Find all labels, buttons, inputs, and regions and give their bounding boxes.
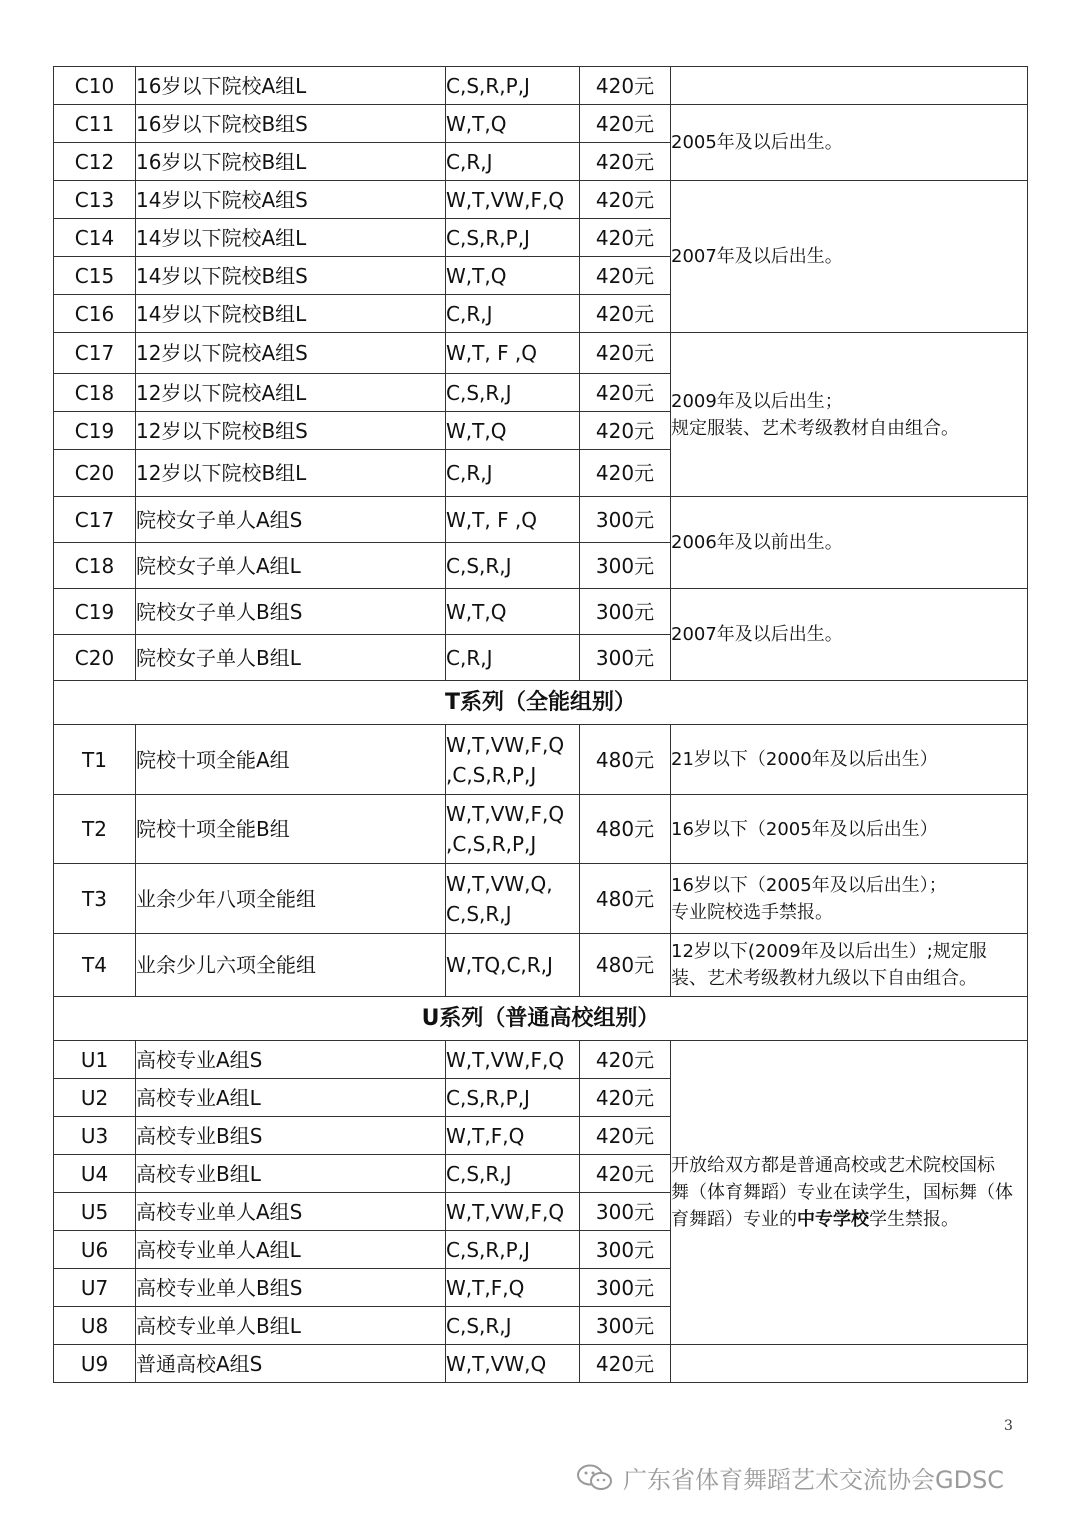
- event-code: T1: [54, 725, 136, 795]
- entry-fee: 420元: [580, 333, 671, 374]
- event-code: U6: [54, 1231, 136, 1269]
- event-name: 高校专业单人A组L: [136, 1231, 446, 1269]
- dance-list: W,T,F,Q: [446, 1269, 580, 1307]
- event-code: C18: [54, 543, 136, 589]
- dance-line: ,C,S,R,P,J: [446, 832, 537, 856]
- note-line: 16岁以下（2005年及以后出生）；: [671, 874, 947, 896]
- eligibility-note: [671, 795, 1028, 864]
- dance-list: W,T, F ,Q: [446, 497, 580, 543]
- dance-list: W,T,VW,F,Q: [446, 181, 580, 219]
- event-code: C19: [54, 589, 136, 635]
- event-code: U1: [54, 1041, 136, 1079]
- event-name: 12岁以下院校B组L: [136, 450, 446, 497]
- competition-table: [53, 66, 1028, 1383]
- event-name: 业余少年八项全能组: [136, 864, 446, 934]
- dance-list: W,T,VW,F,Q: [446, 1041, 580, 1079]
- event-name: 院校女子单人B组S: [136, 589, 446, 635]
- event-code: T3: [54, 864, 136, 934]
- entry-fee: 480元: [580, 934, 671, 997]
- entry-fee: 300元: [580, 1231, 671, 1269]
- dance-list: C,S,R,P,J: [446, 1079, 580, 1117]
- entry-fee: 420元: [580, 1117, 671, 1155]
- event-name: 院校女子单人B组L: [136, 635, 446, 681]
- event-code: C20: [54, 635, 136, 681]
- table-row: [54, 795, 1028, 864]
- entry-fee: 420元: [580, 1079, 671, 1117]
- entry-fee: 300元: [580, 635, 671, 681]
- dance-list: W,T, F ,Q: [446, 333, 580, 374]
- event-code: U2: [54, 1079, 136, 1117]
- note-line: 16岁以下（2005年及以后出生）: [671, 818, 938, 840]
- event-name: 高校专业A组S: [136, 1041, 446, 1079]
- event-name: 12岁以下院校B组S: [136, 412, 446, 450]
- dance-list: C,S,R,J: [446, 543, 580, 589]
- dance-list: C,S,R,J: [446, 1155, 580, 1193]
- event-name: 高校专业B组S: [136, 1117, 446, 1155]
- dance-list: C,R,J: [446, 635, 580, 681]
- event-name: 高校专业B组L: [136, 1155, 446, 1193]
- event-name: 14岁以下院校A组L: [136, 219, 446, 257]
- event-name: 12岁以下院校A组S: [136, 333, 446, 374]
- event-name: 业余少儿六项全能组: [136, 934, 446, 997]
- dance-list: C,S,R,J: [446, 374, 580, 412]
- watermark: [575, 1460, 1004, 1495]
- entry-fee: 300元: [580, 1269, 671, 1307]
- table-row: [54, 864, 1028, 934]
- dance-line: W,TQ,C,R,J: [446, 953, 553, 977]
- note-text: 学生禁报。: [869, 1209, 959, 1230]
- event-code: C11: [54, 105, 136, 143]
- event-code: T2: [54, 795, 136, 864]
- event-code: C14: [54, 219, 136, 257]
- event-name: 16岁以下院校A组L: [136, 67, 446, 105]
- note-line: 开放给双方都是普通高校或艺术院校国标: [671, 1155, 995, 1176]
- dance-list: W,T,VW,F,Q: [446, 1193, 580, 1231]
- table-row: [54, 333, 1028, 374]
- entry-fee: 300元: [580, 1193, 671, 1231]
- eligibility-note: 2006年及以前出生。: [671, 497, 1028, 589]
- dance-list: [446, 864, 580, 934]
- table-row: [54, 934, 1028, 997]
- entry-fee: 420元: [580, 219, 671, 257]
- eligibility-note: 2005年及以后出生。: [671, 105, 1028, 181]
- note-line: 装、艺术考级教材九级以下自由组合。: [671, 968, 977, 989]
- event-code: U5: [54, 1193, 136, 1231]
- event-name: 16岁以下院校B组S: [136, 105, 446, 143]
- dance-line: W,T,VW,F,Q: [446, 732, 565, 757]
- watermark-text: 广东省体育舞蹈艺术交流协会GDSC: [623, 1466, 1005, 1494]
- entry-fee: 480元: [580, 725, 671, 795]
- eligibility-note: [671, 1345, 1028, 1383]
- event-name: 院校女子单人A组S: [136, 497, 446, 543]
- entry-fee: 420元: [580, 181, 671, 219]
- dance-list: C,R,J: [446, 295, 580, 333]
- dance-list: [446, 934, 580, 997]
- eligibility-note: [671, 1041, 1028, 1345]
- note-line: 21岁以下（2000年及以后出生）: [671, 749, 938, 770]
- table-row: [54, 67, 1028, 105]
- eligibility-note: [671, 934, 1028, 997]
- page-number: 3: [1004, 1418, 1013, 1434]
- event-code: C18: [54, 374, 136, 412]
- entry-fee: 480元: [580, 795, 671, 864]
- note-line: 规定服装、艺术考级教材自由组合。: [671, 417, 959, 439]
- event-name: 高校专业单人A组S: [136, 1193, 446, 1231]
- eligibility-note: 2007年及以后出生。: [671, 181, 1028, 333]
- dance-list: W,T,Q: [446, 589, 580, 635]
- event-code: C10: [54, 67, 136, 105]
- eligibility-note: [671, 67, 1028, 105]
- entry-fee: 420元: [580, 295, 671, 333]
- table-row: [54, 589, 1028, 635]
- dance-list: W,T,VW,Q: [446, 1345, 580, 1383]
- event-name: 院校女子单人A组L: [136, 543, 446, 589]
- entry-fee: 420元: [580, 412, 671, 450]
- event-code: C20: [54, 450, 136, 497]
- note-line: 舞（体育舞蹈）专业在读学生，国标舞（体: [671, 1182, 1013, 1203]
- eligibility-note: [671, 333, 1028, 497]
- entry-fee: 420元: [580, 1345, 671, 1383]
- entry-fee: 480元: [580, 864, 671, 934]
- event-code: C13: [54, 181, 136, 219]
- event-name: 14岁以下院校B组S: [136, 257, 446, 295]
- event-name: 12岁以下院校A组L: [136, 374, 446, 412]
- wechat-icon: [575, 1463, 615, 1493]
- event-code: C12: [54, 143, 136, 181]
- event-code: U3: [54, 1117, 136, 1155]
- dance-list: W,T,Q: [446, 412, 580, 450]
- dance-list: C,R,J: [446, 450, 580, 497]
- dance-line: ,C,S,R,P,J: [446, 762, 537, 787]
- section-title-t: T系列（全能组别）: [54, 681, 1028, 725]
- entry-fee: 300元: [580, 1307, 671, 1345]
- dance-list: C,S,R,P,J: [446, 67, 580, 105]
- entry-fee: 420元: [580, 143, 671, 181]
- entry-fee: 420元: [580, 1155, 671, 1193]
- event-code: C17: [54, 497, 136, 543]
- event-code: U7: [54, 1269, 136, 1307]
- dance-list: C,R,J: [446, 143, 580, 181]
- section-title-u: U系列（普通高校组别）: [54, 997, 1028, 1041]
- dance-list: [446, 725, 580, 795]
- table-row: [54, 105, 1028, 143]
- dance-list: W,T,Q: [446, 257, 580, 295]
- event-code: U9: [54, 1345, 136, 1383]
- entry-fee: 300元: [580, 589, 671, 635]
- dance-list: W,T,Q: [446, 105, 580, 143]
- dance-list: C,S,R,P,J: [446, 219, 580, 257]
- dance-line: W,T,VW,F,Q: [446, 802, 565, 826]
- eligibility-note: 2007年及以后出生。: [671, 589, 1028, 681]
- event-name: 院校十项全能A组: [136, 725, 446, 795]
- table-row: [54, 725, 1028, 795]
- section-header-row: [54, 997, 1028, 1041]
- event-name: 高校专业A组L: [136, 1079, 446, 1117]
- entry-fee: 420元: [580, 105, 671, 143]
- entry-fee: 300元: [580, 543, 671, 589]
- event-code: C15: [54, 257, 136, 295]
- dance-line: W,T,VW,Q,: [446, 871, 553, 896]
- eligibility-note: [671, 864, 1028, 934]
- eligibility-note: [671, 725, 1028, 795]
- note-line: [671, 1206, 1027, 1233]
- event-name: 14岁以下院校B组L: [136, 295, 446, 333]
- table-row: [54, 1345, 1028, 1383]
- dance-list: W,T,F,Q: [446, 1117, 580, 1155]
- note-line: 专业院校选手禁报。: [671, 901, 833, 923]
- note-line: 2009年及以后出生；: [671, 390, 843, 412]
- dance-line: C,S,R,J: [446, 901, 512, 926]
- entry-fee: 420元: [580, 374, 671, 412]
- entry-fee: 420元: [580, 1041, 671, 1079]
- event-code: C16: [54, 295, 136, 333]
- event-code: U4: [54, 1155, 136, 1193]
- event-name: 高校专业单人B组S: [136, 1269, 446, 1307]
- event-code: T4: [54, 934, 136, 997]
- table-row: [54, 181, 1028, 219]
- note-emphasis: 中专学校: [797, 1209, 869, 1230]
- dance-list: [446, 795, 580, 864]
- event-name: 16岁以下院校B组L: [136, 143, 446, 181]
- event-name: 院校十项全能B组: [136, 795, 446, 864]
- dance-list: C,S,R,P,J: [446, 1231, 580, 1269]
- entry-fee: 420元: [580, 450, 671, 497]
- event-code: C17: [54, 333, 136, 374]
- dance-list: C,S,R,J: [446, 1307, 580, 1345]
- table-row: [54, 497, 1028, 543]
- entry-fee: 420元: [580, 257, 671, 295]
- event-name: 高校专业单人B组L: [136, 1307, 446, 1345]
- event-name: 14岁以下院校A组S: [136, 181, 446, 219]
- entry-fee: 420元: [580, 67, 671, 105]
- note-text: 育舞蹈）专业的: [671, 1209, 797, 1230]
- event-code: C19: [54, 412, 136, 450]
- table-row: [54, 1041, 1028, 1079]
- event-code: U8: [54, 1307, 136, 1345]
- entry-fee: 300元: [580, 497, 671, 543]
- section-header-row: [54, 681, 1028, 725]
- event-name: 普通高校A组S: [136, 1345, 446, 1383]
- note-line: 12岁以下(2009年及以后出生）;规定服: [671, 941, 987, 962]
